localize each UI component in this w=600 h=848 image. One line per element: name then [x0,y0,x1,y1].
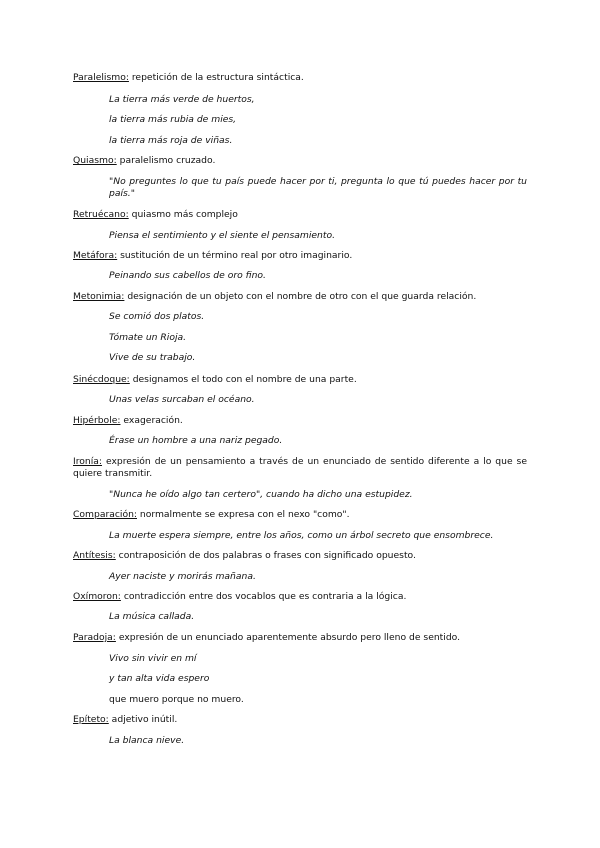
entry-paradoja [73,632,460,644]
term: Epíteto: [73,714,109,725]
entry-antitesis [73,550,416,562]
definition: designamos el todo con el nombre de una parte. [129,374,357,385]
example-line: Piensa el sentimiento y el siente el pensamiento. [109,230,336,241]
term: Hipérbole: [73,415,121,426]
term: Antítesis: [73,550,116,561]
entry-paralelismo [73,72,304,84]
example-line: que muero porque no muero. [109,694,244,705]
term: Comparación: [73,509,137,520]
definition: sustitución de un término real por otro imaginario. [117,250,353,261]
definition: normalmente se expresa con el nexo "como". [137,509,350,520]
entry-quiasmo [73,155,215,167]
term: Metonimia: [73,291,125,302]
example-line: y tan alta vida espero [109,673,210,684]
entry-retruecano [73,209,238,221]
entry-metafora [73,250,352,262]
definition: expresión de un pensamiento a través de un enunciado de sentido diferente a lo que se quiere transmitir. [73,456,527,479]
example-line: la tierra más roja de viñas. [109,135,233,146]
example-line: Ayer naciste y morirás mañana. [109,571,256,582]
term: Paradoja: [73,632,116,643]
example-line: Se comió dos platos. [109,311,205,322]
example-line: "Nunca he oído algo tan certero", cuando ha dicho una estupidez. [109,489,413,500]
definition: repetición de la estructura sintáctica. [128,72,304,83]
entry-metonimia [73,291,476,303]
entry-epiteto [73,714,177,726]
definition: contradicción entre dos vocablos que es contraria a la lógica. [120,591,407,602]
example-line: Unas velas surcaban el océano. [109,394,255,405]
example-line: Peinando sus cabellos de oro fino. [109,270,266,281]
definition: expresión de un enunciado aparentemente absurdo pero lleno de sentido. [115,632,461,643]
term: Metáfora: [73,250,118,261]
example-line: La muerte espera siempre, entre los años, como un árbol secreto que ensombrece. [109,530,494,541]
term: Retruécano: [73,209,129,220]
example-line: Érase un hombre a una nariz pegado. [109,435,283,446]
example-line: la tierra más rubia de mies, [109,114,237,125]
example-line: Vivo sin vivir en mí [109,653,197,664]
definition: contraposición de dos palabras o frases con significado opuesto. [115,550,416,561]
definition: exageración. [120,415,183,426]
example-line: La música callada. [109,611,195,622]
term: Oxímoron: [73,591,121,602]
example-line: Vive de su trabajo. [109,352,196,363]
term: Ironía: [73,456,103,467]
definition: quiasmo más complejo [128,209,238,220]
entry-comparacion [73,509,350,521]
entry-ironia [73,456,527,480]
example-line: La blanca nieve. [109,735,185,746]
term: Sinécdoque: [73,374,130,385]
example-line: La tierra más verde de huertos, [109,94,255,105]
entry-oximoron [73,591,406,603]
definition: paralelismo cruzado. [116,155,216,166]
definition: designación de un objeto con el nombre de otro con el que guarda relación. [124,291,477,302]
term: Quiasmo: [73,155,117,166]
example-line: "No preguntes lo que tu país puede hacer por ti, pregunta lo que tú puedes hacer por tu país." [109,176,527,199]
term: Paralelismo: [73,72,129,83]
example-line: Tómate un Rioja. [109,332,187,343]
definition: adjetivo inútil. [108,714,178,725]
entry-sinecdoque [73,374,357,386]
entry-hiperbole [73,415,183,427]
